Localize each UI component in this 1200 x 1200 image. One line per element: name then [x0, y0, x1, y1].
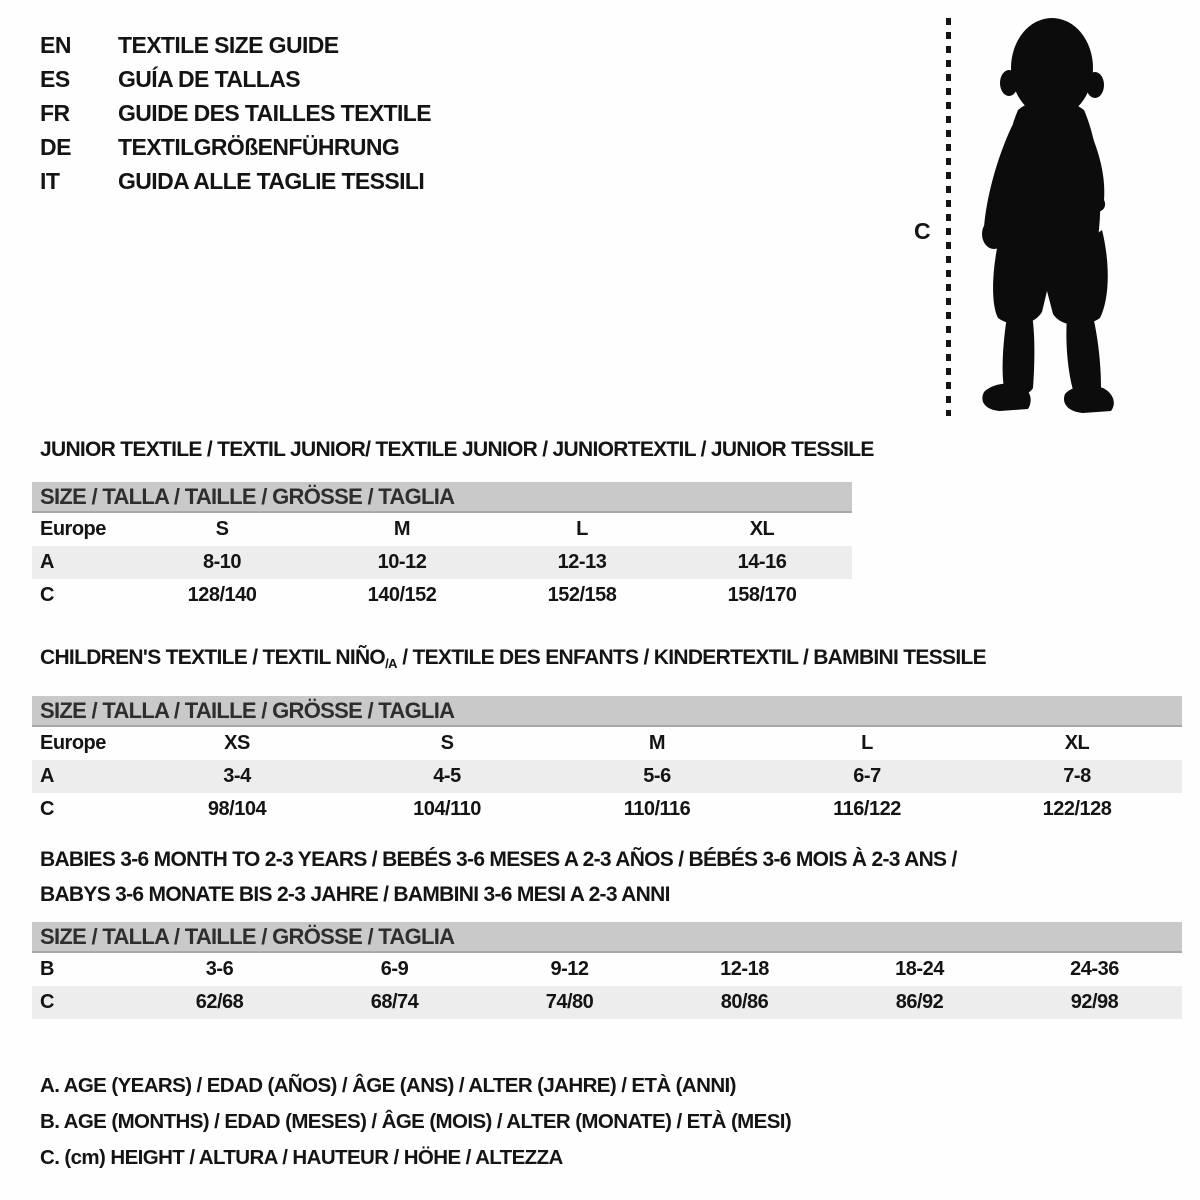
size-cell: XL: [1064, 732, 1090, 754]
row-label: C: [40, 798, 54, 820]
section-babies-textile: [32, 842, 1182, 1019]
table-row: [32, 727, 1182, 760]
size-cell: L: [861, 732, 873, 754]
age-cell: 4-5: [433, 765, 461, 787]
height-measure-label: C: [914, 218, 931, 244]
guide-title: GUÍA DE TALLAS: [118, 65, 300, 92]
baby-silhouette: [962, 8, 1140, 416]
size-cell: S: [440, 732, 454, 754]
height-cell: 152/158: [547, 584, 617, 606]
height-cell: 140/152: [367, 584, 437, 606]
language-code: FR: [40, 99, 70, 126]
height-cell: 158/170: [727, 584, 797, 606]
language-row: [40, 62, 431, 96]
height-dashed-line: [946, 18, 951, 416]
height-cell: 92/98: [1070, 991, 1119, 1013]
age-cell: 9-12: [550, 958, 589, 980]
section-title: [32, 842, 1182, 912]
babies-title-line1: BABIES 3-6 MONTH TO 2-3 YEARS / BEBÉS 3-6 MESES A 2-3 AÑOS / BÉBÉS 3-6 MOIS À 2-3 ANS /: [40, 848, 957, 871]
language-row: [40, 28, 431, 62]
language-code: ES: [40, 65, 70, 92]
row-label: B: [40, 958, 54, 980]
row-label: Europe: [40, 732, 106, 754]
row-label: C: [40, 991, 54, 1013]
section-title: JUNIOR TEXTILE / TEXTIL JUNIOR/ TEXTILE JUNIOR / JUNIORTEXTIL / JUNIOR TESSILE: [40, 438, 874, 461]
section-childrens-textile: [32, 640, 1182, 826]
age-cell: 10-12: [377, 551, 427, 573]
height-cell: 74/80: [545, 991, 594, 1013]
table-row: [32, 546, 852, 579]
age-cell: 3-4: [223, 765, 251, 787]
age-cell: 18-24: [895, 958, 944, 980]
height-cell: 110/116: [623, 798, 691, 820]
size-header-bar: [32, 922, 1182, 953]
size-cell: S: [215, 518, 229, 540]
height-cell: 98/104: [207, 798, 267, 820]
legend-notes: [40, 1068, 791, 1176]
size-header-label: SIZE / TALLA / TAILLE / GRÖSSE / TAGLIA: [40, 697, 455, 723]
guide-title: TEXTILE SIZE GUIDE: [118, 31, 339, 58]
size-header-bar: [32, 696, 1182, 727]
size-cell: XL: [749, 518, 775, 540]
age-cell: 7-8: [1063, 765, 1091, 787]
height-cell: 104/110: [413, 798, 481, 820]
language-code: IT: [40, 167, 60, 194]
language-row: [40, 164, 431, 198]
size-cell: M: [648, 732, 666, 754]
size-header-bar: [32, 482, 852, 513]
nino-a-subscript: /A: [385, 656, 398, 671]
row-label: A: [40, 551, 54, 573]
height-cell: 86/92: [895, 991, 944, 1013]
age-cell: 6-7: [853, 765, 881, 787]
age-cell: 6-9: [380, 958, 409, 980]
note-age-years: A. AGE (YEARS) / EDAD (AÑOS) / ÂGE (ANS) / ALTER (JAHRE) / ETÀ (ANNI): [40, 1074, 736, 1097]
language-code: DE: [40, 133, 71, 160]
height-cell: 122/128: [1042, 798, 1112, 820]
age-cell: 12-18: [720, 958, 769, 980]
language-title-list: [40, 28, 431, 198]
section-junior-textile: [32, 432, 874, 612]
height-cell: 116/122: [833, 798, 901, 820]
row-label: C: [40, 584, 54, 606]
age-cell: 3-6: [205, 958, 234, 980]
age-cell: 14-16: [737, 551, 787, 573]
guide-title: TEXTILGRÖßENFÜHRUNG: [118, 133, 400, 160]
table-row: [32, 793, 1182, 826]
note-age-months: B. AGE (MONTHS) / EDAD (MESES) / ÂGE (MOIS) / ALTER (MONATE) / ETÀ (MESI): [40, 1110, 792, 1133]
language-row: [40, 130, 431, 164]
height-cell: 68/74: [370, 991, 419, 1013]
guide-title: GUIDA ALLE TAGLIE TESSILI: [118, 167, 425, 194]
age-cell: 5-6: [643, 765, 671, 787]
language-row: [40, 96, 431, 130]
size-header-label: SIZE / TALLA / TAILLE / GRÖSSE / TAGLIA: [40, 483, 455, 509]
guide-title: GUIDE DES TAILLES TEXTILE: [118, 99, 431, 126]
size-cell: XS: [224, 732, 250, 754]
height-cell: 128/140: [187, 584, 257, 606]
table-row: [32, 760, 1182, 793]
size-cell: L: [576, 518, 588, 540]
size-cell: M: [393, 518, 411, 540]
row-label: A: [40, 765, 54, 787]
age-cell: 12-13: [557, 551, 607, 573]
size-header-label: SIZE / TALLA / TAILLE / GRÖSSE / TAGLIA: [40, 923, 455, 949]
note-height-cm: C. (cm) HEIGHT / ALTURA / HAUTEUR / HÖHE / ALTEZZA: [40, 1146, 563, 1169]
language-code: EN: [40, 31, 71, 58]
babies-title-line2: BABYS 3-6 MONATE BIS 2-3 JAHRE / BAMBINI 3-6 MESI A 2-3 ANNI: [40, 883, 670, 906]
height-cell: 80/86: [720, 991, 769, 1013]
row-label: Europe: [40, 518, 106, 540]
age-cell: 24-36: [1070, 958, 1119, 980]
table-row: [32, 513, 852, 546]
section-title: CHILDREN'S TEXTILE / TEXTIL NIÑO/A / TEXTILE DES ENFANTS / KINDERTEXTIL / BAMBINI TESSILE: [40, 646, 986, 671]
table-row: [32, 986, 1182, 1019]
height-cell: 62/68: [195, 991, 244, 1013]
table-row: [32, 953, 1182, 986]
age-cell: 8-10: [202, 551, 242, 573]
table-row: [32, 579, 852, 612]
